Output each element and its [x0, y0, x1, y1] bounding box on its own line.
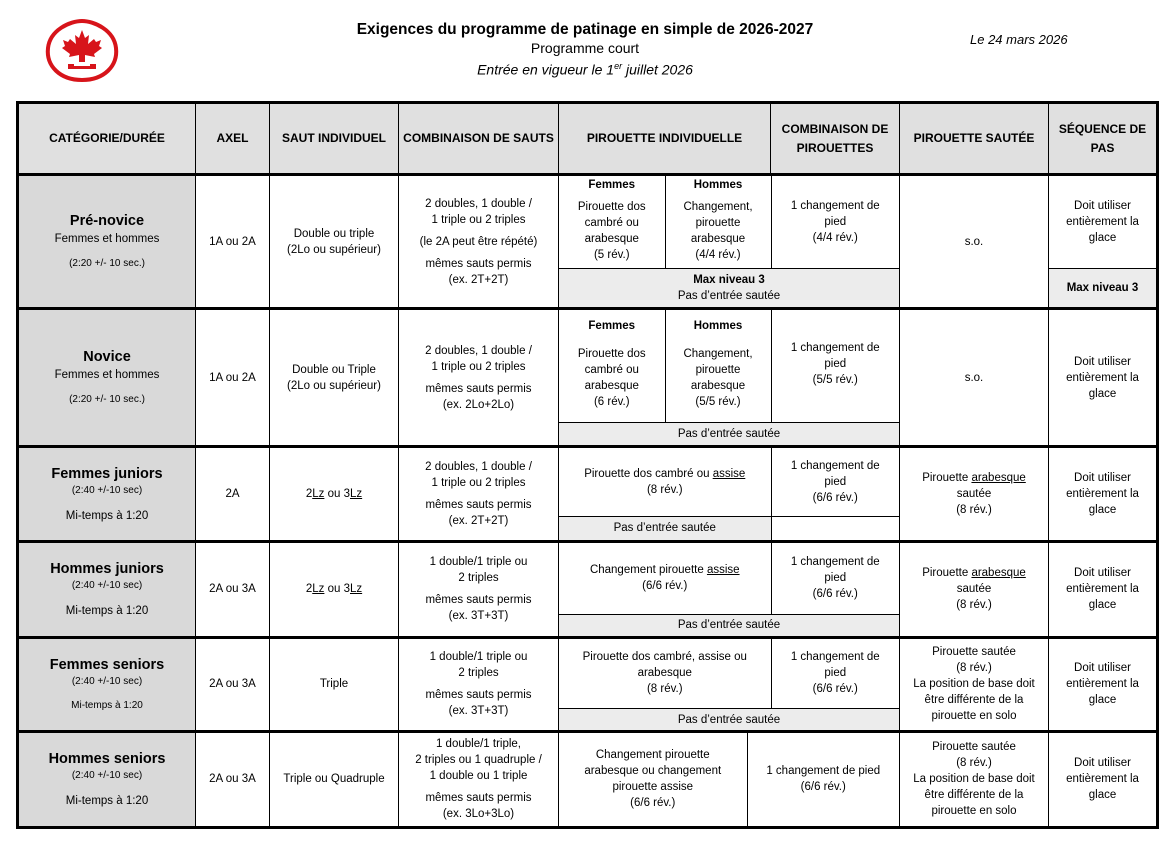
spin-note-bar: Pas d’entrée sautée: [559, 615, 899, 636]
category-cell: [18, 447, 196, 541]
axel-cell: 1A ou 2A: [196, 309, 270, 447]
jump-combo-cell: 1 double/1 triple ou 2 triples mêmes sauts permis (ex. 3T+3T): [399, 541, 559, 637]
table-row: [18, 731, 1158, 827]
category-name: Femmes juniors: [51, 465, 163, 482]
women-spin-cell: Femmes Pirouette dos cambré ou arabesque (6 rév.): [559, 310, 665, 422]
men-spin-cell: Hommes Changement, pirouette arabesque (5/5 rév.): [665, 310, 771, 422]
step-seq-cell: Doit utiliser entièrement la glace Max niveau 3: [1049, 175, 1158, 309]
category-duration: (2:40 +/-10 sec): [71, 675, 143, 687]
step-seq-cell: Doit utiliser entièrement la glace: [1049, 309, 1158, 447]
solo-jump-cell: 2Lz ou 3Lz: [270, 447, 399, 541]
col-axel: AXEL: [196, 103, 270, 175]
women-spin-cell: Femmes Pirouette dos cambré ou arabesque (5 rév.): [559, 176, 665, 268]
axel-cell: 2A ou 3A: [196, 731, 270, 827]
col-spin-combo: COMBINAISON DE PIROUETTES: [771, 103, 900, 175]
flying-spin-cell: Pirouette arabesque sautée (8 rév.): [900, 447, 1049, 541]
spin-group-cell: [559, 637, 900, 731]
category-halftime: Mi-temps à 1:20: [65, 794, 149, 807]
col-jump-combo: COMBINAISON DE SAUTS: [399, 103, 559, 175]
document-subtitle: Programme court: [530, 40, 640, 56]
document-title: Exigences du programme de patinage en simple de 2026-2027: [356, 21, 814, 38]
category-cell: [18, 637, 196, 731]
axel-cell: 2A ou 3A: [196, 541, 270, 637]
flying-spin-cell: Pirouette sautée (8 rév.) La position de base doit être différente de la pirouette en solo: [900, 637, 1049, 731]
category-cell: [18, 541, 196, 637]
solo-jump-cell: Double ou Triple (2Lo ou supérieur): [270, 309, 399, 447]
requirements-table: [16, 101, 1159, 829]
axel-cell: 2A: [196, 447, 270, 541]
category-cell: [18, 309, 196, 447]
solo-spin-cell: Changement pirouette arabesque ou changement pirouette assise (6/6 rév.): [559, 733, 747, 826]
table-row: [18, 175, 1158, 309]
category-halftime: Mi-temps à 1:20: [71, 699, 143, 711]
category-duration: (2:40 +/-10 sec): [71, 769, 143, 781]
spin-note-bar: Pas d’entrée sautée: [559, 709, 899, 730]
solo-jump-cell: 2Lz ou 3Lz: [270, 541, 399, 637]
flying-spin-cell: s.o.: [900, 175, 1049, 309]
category-cell: [18, 731, 196, 827]
axel-cell: 1A ou 2A: [196, 175, 270, 309]
flying-spin-cell: Pirouette arabesque sautée (8 rév.): [900, 541, 1049, 637]
col-step-seq: SÉQUENCE DE PAS: [1049, 103, 1158, 175]
spin-group-cell: [559, 447, 900, 541]
col-flying-spin: PIROUETTE SAUTÉE: [900, 103, 1049, 175]
solo-jump-cell: Triple ou Quadruple: [270, 731, 399, 827]
solo-jump-cell: Double ou triple (2Lo ou supérieur): [270, 175, 399, 309]
table-row: [18, 541, 1158, 637]
category-halftime: Mi-temps à 1:20: [65, 509, 149, 522]
flying-spin-cell: Pirouette sautée (8 rév.) La position de base doit être différente de la pirouette en solo: [900, 731, 1049, 827]
jump-combo-cell: 2 doubles, 1 double / 1 triple ou 2 triples mêmes sauts permis (ex. 2Lo+2Lo): [399, 309, 559, 447]
spin-note-bar: Pas d’entrée sautée: [559, 422, 899, 445]
document-header: [300, 20, 870, 79]
skate-canada-logo: [44, 18, 120, 84]
category-name: Novice: [83, 349, 131, 366]
table-row: [18, 309, 1158, 447]
category-cell: [18, 175, 196, 309]
jump-combo-cell: 1 double/1 triple ou 2 triples mêmes sauts permis (ex. 3T+3T): [399, 637, 559, 731]
category-duration: (2:40 +/-10 sec): [71, 484, 143, 496]
spin-combo-cell: 1 changement de pied (5/5 rév.): [771, 310, 899, 422]
flying-spin-cell: s.o.: [900, 309, 1049, 447]
category-sub: Femmes et hommes: [54, 369, 160, 382]
spin-group-cell: [559, 175, 900, 309]
category-duration: (2:20 +/- 10 sec.): [69, 258, 145, 270]
solo-spin-cell: Pirouette dos cambré, assise ou arabesque (8 rév.): [559, 639, 771, 709]
spin-note-bar: Pas d’entrée sautée: [559, 516, 771, 539]
col-solo-jump: SAUT INDIVIDUEL: [270, 103, 399, 175]
col-category: CATÉGORIE/DURÉE: [18, 103, 196, 175]
axel-cell: 2A ou 3A: [196, 637, 270, 731]
step-seq-cell: Doit utiliser entièrement la glace: [1049, 731, 1158, 827]
spin-group-cell: [559, 309, 900, 447]
table-row: [18, 447, 1158, 541]
step-seq-cell: Doit utiliser entièrement la glace: [1049, 541, 1158, 637]
category-name: Hommes seniors: [48, 750, 166, 767]
category-name: Femmes seniors: [49, 656, 165, 673]
category-name: Pré-novice: [69, 213, 145, 230]
spin-group-cell: [559, 541, 900, 637]
header-row: [18, 103, 1158, 175]
category-name: Hommes juniors: [50, 560, 164, 577]
spin-combo-cell: 1 changement de pied (4/4 rév.): [771, 176, 899, 268]
jump-combo-cell: 2 doubles, 1 double / 1 triple ou 2 triples (le 2A peut être répété) mêmes sauts permis (ex. 2T+2T): [399, 175, 559, 309]
effective-date: Entrée en vigueur le 1er juillet 2026: [477, 61, 693, 78]
category-duration: (2:20 +/- 10 sec.): [69, 394, 145, 406]
issue-date: Le 24 mars 2026: [970, 32, 1068, 47]
jump-combo-cell: 2 doubles, 1 double / 1 triple ou 2 triples mêmes sauts permis (ex. 2T+2T): [399, 447, 559, 541]
spin-note-bar: Max niveau 3 Pas d’entrée sautée: [559, 268, 899, 307]
spin-combo-cell: 1 changement de pied (6/6 rév.): [747, 733, 899, 826]
table-row: [18, 637, 1158, 731]
solo-spin-cell: Changement pirouette assise (6/6 rév.): [559, 543, 771, 615]
spin-combo-cell: 1 changement de pied (6/6 rév.): [771, 543, 899, 615]
solo-jump-cell: Triple: [270, 637, 399, 731]
men-spin-cell: Hommes Changement, pirouette arabesque (4/4 rév.): [665, 176, 771, 268]
spin-combo-cell: 1 changement de pied (6/6 rév.): [771, 448, 899, 516]
step-seq-cell: Doit utiliser entièrement la glace: [1049, 447, 1158, 541]
category-halftime: Mi-temps à 1:20: [65, 604, 149, 617]
category-sub: Femmes et hommes: [54, 233, 160, 246]
step-seq-cell: Doit utiliser entièrement la glace: [1049, 637, 1158, 731]
spin-combo-cell: 1 changement de pied (6/6 rév.): [771, 639, 899, 709]
category-duration: (2:40 +/-10 sec): [71, 579, 143, 591]
spin-group-cell: [559, 731, 900, 827]
jump-combo-cell: 1 double/1 triple, 2 triples ou 1 quadruple / 1 double ou 1 triple mêmes sauts permis (ex. 3Lo+3Lo): [399, 731, 559, 827]
solo-spin-cell: Pirouette dos cambré ou assise (8 rév.): [559, 448, 771, 516]
col-solo-spin: PIROUETTE INDIVIDUELLE: [559, 103, 771, 175]
